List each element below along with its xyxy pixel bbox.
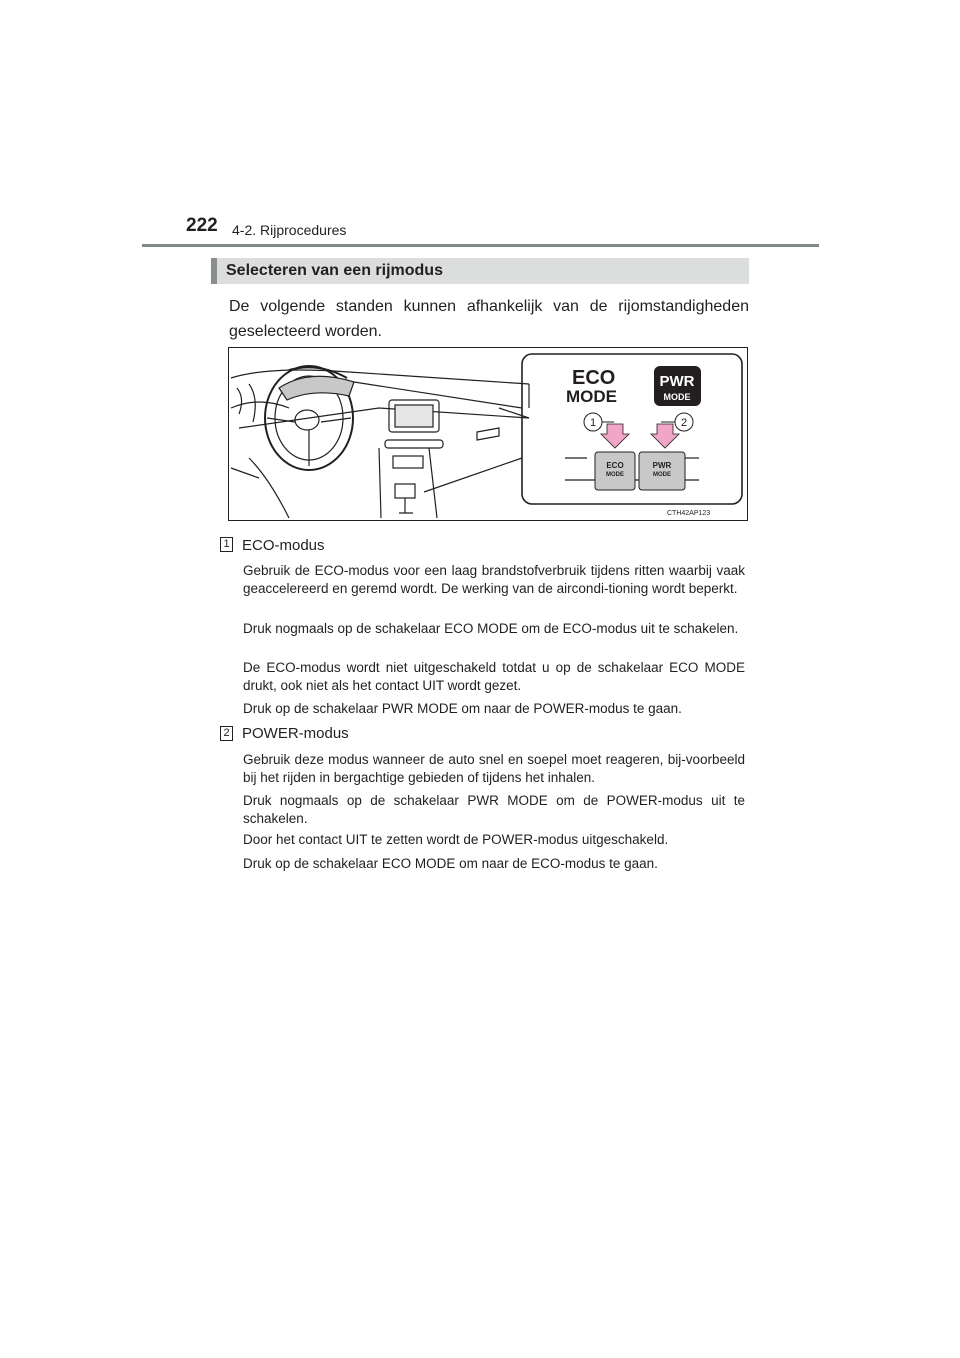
intro-text: De volgende standen kunnen afhankelijk van de rijomstandigheden geselecteerd worden.	[229, 298, 749, 340]
eco-large-line1: ECO	[572, 367, 616, 389]
eco-small-line2: MODE	[606, 472, 624, 478]
item-2-label: POWER-modus	[242, 725, 349, 742]
figure-code: CTH42AP123	[667, 510, 711, 517]
item-1-paragraph: Gebruik de ECO-modus voor een laag brandstofverbruik tijdens ritten waarbij vaak geaccelereerd en geremd wordt. De werking van de aircondi-tioning wordt beperkt.	[243, 563, 745, 596]
eco-small-line1: ECO	[606, 461, 624, 470]
item-2-paragraph: Gebruik deze modus wanneer de auto snel en soepel moet reageren, bij-voorbeeld bij het rijden in bergachtige gebieden of tijdens het inhalen.	[243, 752, 745, 785]
page-number: 222	[186, 215, 218, 236]
item-1-label: ECO-modus	[242, 537, 325, 554]
item-1-paragraph: Druk op de schakelaar PWR MODE om naar de POWER-modus te gaan.	[243, 701, 682, 716]
eco-large-line2: MODE	[566, 387, 617, 406]
pwr-small-line2: MODE	[653, 472, 671, 478]
item-1-paragraph: De ECO-modus wordt niet uitgeschakeld totdat u op de schakelaar ECO MODE drukt, ook niet als het contact UIT wordt gezet.	[243, 660, 745, 693]
pwr-large-line1: PWR	[659, 373, 695, 390]
callout-2: 2	[680, 417, 688, 429]
item-2-number: 2	[220, 726, 233, 741]
item-2-paragraph: Door het contact UIT te zetten wordt de POWER-modus uitgeschakeld.	[243, 832, 669, 847]
pwr-small-line1: PWR	[652, 461, 672, 470]
item-1-paragraph: Druk nogmaals op de schakelaar ECO MODE om de ECO-modus uit te schakelen.	[243, 621, 739, 636]
pwr-large-line2: MODE	[663, 392, 691, 402]
callout-1: 1	[589, 417, 597, 429]
item-1-number: 1	[220, 537, 233, 552]
heading-title: Selecteren van een rijmodus	[226, 262, 443, 279]
heading-accent	[211, 258, 217, 284]
item-2-paragraph: Druk nogmaals op de schakelaar PWR MODE om de POWER-modus uit te schakelen.	[243, 793, 745, 826]
item-2-paragraph: Druk op de schakelaar ECO MODE om naar de ECO-modus te gaan.	[243, 856, 658, 871]
header-rule	[142, 244, 819, 247]
heading-bar	[211, 258, 749, 284]
dashboard-figure	[228, 347, 748, 521]
section-title: 4-2. Rijprocedures	[232, 222, 347, 238]
dashboard-illustration	[229, 348, 748, 521]
